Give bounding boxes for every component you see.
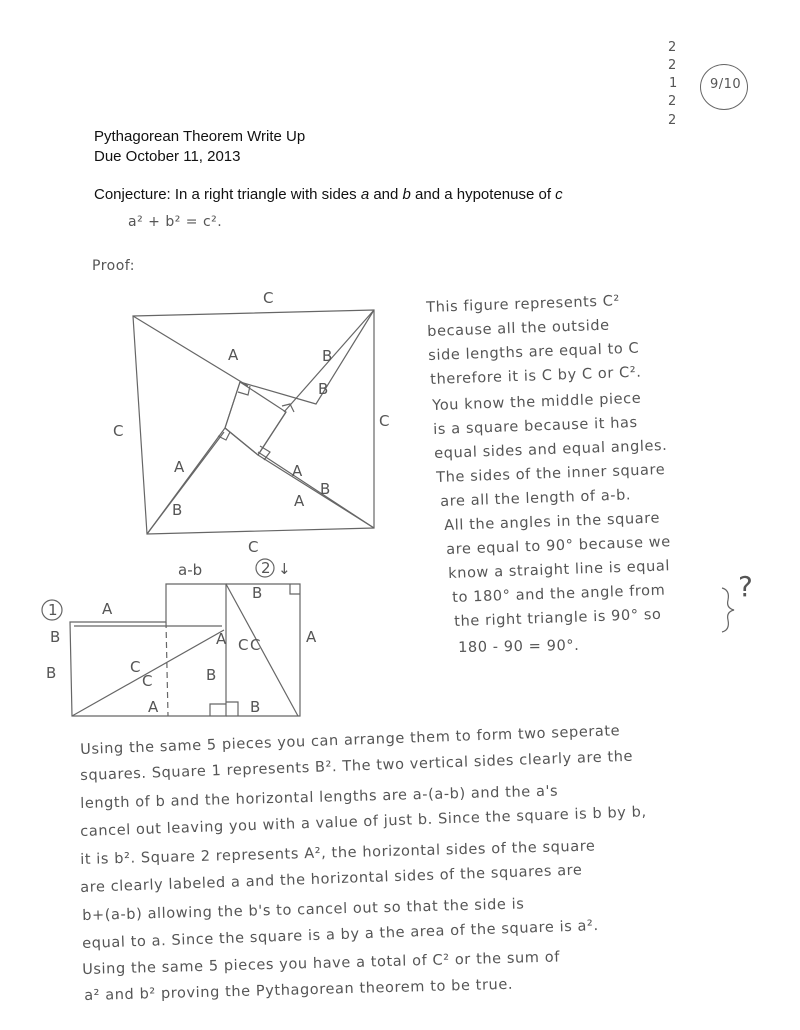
conjecture-text: Conjecture: In a right triangle with sides a and b and a hypotenuse of c — [94, 186, 563, 203]
square1-circle-label: 1 — [48, 601, 58, 619]
conjecture-equation: a² + b² = c². — [128, 214, 223, 230]
paragraph-line: are clearly labeled a and the horizontal sides of the squares are — [80, 862, 583, 896]
explanation-line: because all the outside — [427, 317, 610, 340]
paragraph-line: Using the same 5 pieces you have a total of C² or the sum of — [82, 949, 561, 978]
square1-left-b-small: B — [50, 628, 61, 646]
explanation-line: are equal to 90° because we — [446, 534, 672, 558]
grade-score-4: 2 — [668, 94, 677, 109]
paragraph-line: it is b². Square 2 represents A², the horizontal sides of the square — [80, 838, 596, 868]
explanation-line: The sides of the inner square — [436, 462, 666, 486]
explanation-line: are all the length of a-b. — [440, 487, 632, 510]
paragraph-line: b+(a-b) allowing the b's to cancel out so that the side is — [82, 896, 525, 924]
explanation-line: This figure represents C² — [426, 293, 621, 316]
triangle-leg-3 — [147, 428, 225, 534]
paragraph-line: squares. Square 1 represents B². The two vertical sides clearly are the — [80, 748, 634, 784]
paragraph-line: length of b and the horizontal lengths are a-(a-b) and the a's — [80, 783, 559, 812]
square1-inner-b: B — [206, 666, 217, 684]
square1-c-2: C — [142, 672, 153, 690]
explanation-line: 180 - 90 = 90°. — [458, 637, 580, 656]
fig1-label: B — [320, 480, 331, 498]
triangle-leg-1 — [240, 310, 374, 404]
square2-bottom-b: B — [250, 698, 261, 716]
square2-hypotenuse — [226, 584, 298, 716]
explanation-line: You know the middle piece — [432, 390, 642, 414]
explanation-line: side lengths are equal to C — [428, 340, 640, 364]
explanation-line: All the angles in the square — [444, 510, 661, 534]
square1-right-angle — [210, 704, 226, 716]
fig1-label: A — [174, 458, 185, 476]
fig1-label: C — [113, 422, 124, 440]
square1-c-1: C — [130, 658, 141, 676]
explanation-line: to 180° and the angle from — [452, 582, 666, 606]
fig1-label: A — [228, 346, 239, 364]
square2-arrow: ↓ — [278, 560, 291, 578]
explanation-line: the right triangle is 90° so — [454, 606, 662, 630]
grade-score-5: 2 — [668, 113, 677, 128]
paragraph-line: a² and b² proving the Pythagorean theorem to be true. — [84, 976, 514, 1004]
document-title: Pythagorean Theorem Write Up — [94, 128, 306, 145]
explanation-line: know a straight line is equal — [448, 558, 671, 582]
explanation-line: is a square because it has — [433, 414, 638, 438]
square2-left-right-angle — [226, 702, 238, 716]
square2-c-1: C — [238, 636, 249, 654]
square1-top-a: A — [102, 600, 113, 618]
paragraph-line: equal to a. Since the square is a by a the area of the square is a². — [82, 917, 599, 952]
fig1-label: A — [294, 492, 305, 510]
square2-right-a: A — [306, 628, 317, 646]
grade-score-1: 2 — [668, 40, 677, 55]
paragraph-line: Using the same 5 pieces you can arrange them to form two seperate — [80, 723, 621, 758]
fig1-label: C — [248, 538, 259, 556]
due-date: Due October 11, 2013 — [94, 148, 241, 165]
explanation-line: therefore it is C by C or C². — [430, 364, 642, 388]
explanation-line: equal sides and equal angles. — [434, 437, 668, 462]
fig1-label: B — [318, 380, 329, 398]
square2-c-2: C — [250, 636, 261, 654]
outer-square — [133, 310, 374, 534]
grade-score-2: 2 — [668, 58, 677, 73]
proof-label: Proof: — [92, 258, 135, 274]
square1-dashed-divider — [166, 622, 168, 716]
square1-left-b: B — [46, 664, 57, 682]
square1-outline — [70, 584, 226, 716]
square2-right-angle — [290, 584, 300, 594]
curly-brace — [722, 588, 734, 632]
a-minus-b-label: a-b — [178, 561, 203, 579]
fig1-label: C — [263, 289, 274, 307]
square2-circle-label: 2 — [261, 559, 271, 577]
square1-bottom-a: A — [148, 698, 159, 716]
fig1-label: A — [292, 462, 303, 480]
fig1-label: C — [379, 412, 390, 430]
question-mark: ? — [738, 570, 754, 603]
square2-a-left: A — [216, 630, 227, 648]
square2-top-b: B — [252, 584, 263, 602]
fig1-label: B — [322, 347, 333, 365]
fig1-label: B — [172, 501, 183, 519]
paragraph-line: cancel out leaving you with a value of just b. Since the square is b by b, — [80, 804, 647, 840]
grade-score-3: 1 — [669, 76, 678, 91]
grade-total: 9/10 — [710, 77, 742, 92]
